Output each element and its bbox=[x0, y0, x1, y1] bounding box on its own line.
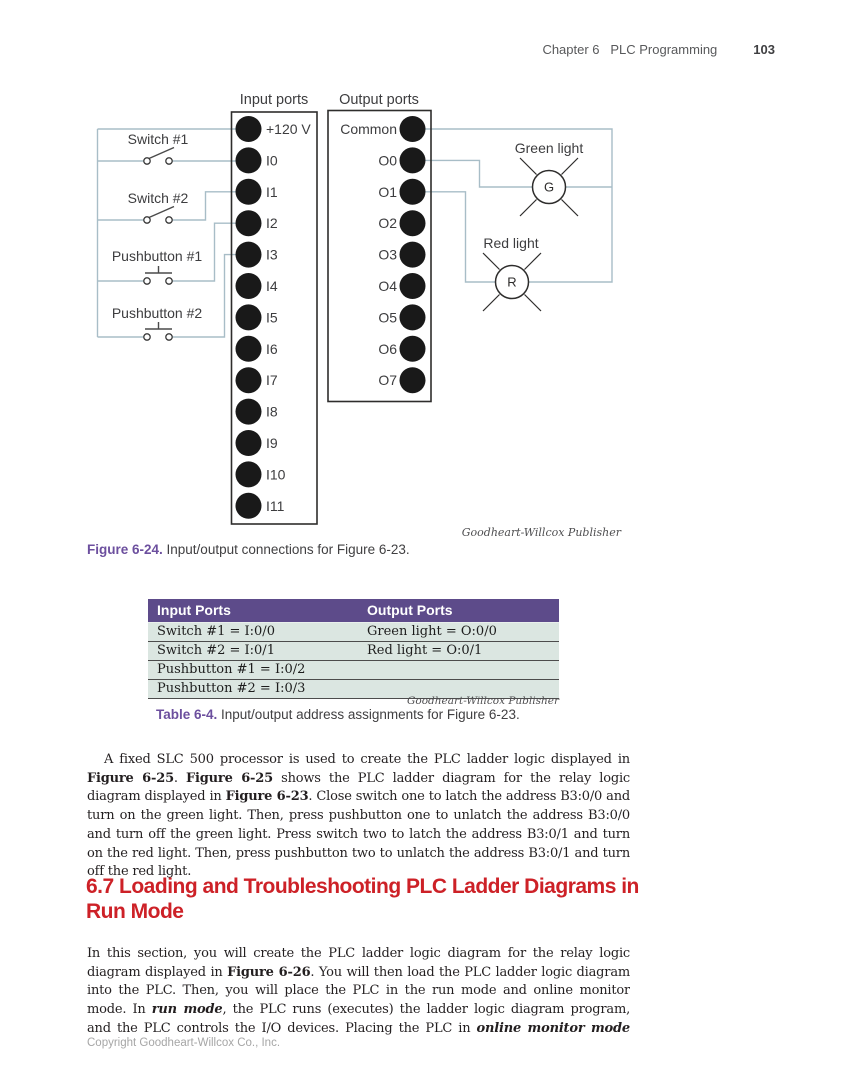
switch-2-label: Switch #2 bbox=[127, 190, 189, 206]
col-header-input-ports: Input Ports bbox=[148, 599, 358, 623]
table-caption bbox=[156, 707, 520, 722]
input-pin-label: +120 V bbox=[266, 121, 311, 137]
table-cell: Pushbutton #2 = I:0/3 bbox=[148, 680, 358, 699]
table-caption-text: Input/output address assignments for Figure 6-23. bbox=[217, 707, 520, 722]
figure-caption bbox=[87, 542, 410, 557]
table-caption-label: Table 6-4. bbox=[156, 707, 218, 722]
output-pin-label: O0 bbox=[378, 152, 397, 169]
input-ports-title: Input ports bbox=[239, 92, 309, 108]
body-paragraph-2: In this section, you will create the PLC ladder logic diagram for the relay logic diagram displayed in Figure 6-26. You will then load the PLC ladder logic diagram into the PLC. Then, you will place the PLC in the run mode and online monitor mode. In run mode, the PLC runs (executes) the ladder logic diagram program, and the PLC controls the I/O devices. Placing the PLC in online monitor mode bbox=[87, 946, 630, 1036]
output-terminals bbox=[340, 116, 425, 393]
red-light-symbol bbox=[483, 235, 541, 311]
input-pin-label: I9 bbox=[266, 435, 278, 451]
section-heading-6-7: 6.7 Loading and Troubleshooting PLC Ladder Diagrams in Run Mode bbox=[86, 875, 639, 923]
green-light-letter: G bbox=[543, 179, 555, 195]
output-pin-label: O3 bbox=[378, 246, 397, 263]
pushbutton-2-label: Pushbutton #2 bbox=[111, 305, 203, 321]
table-row bbox=[148, 642, 559, 661]
green-light-symbol bbox=[515, 140, 584, 216]
input-terminals bbox=[236, 116, 312, 519]
red-light-letter: R bbox=[507, 274, 517, 290]
red-light-label: Red light bbox=[483, 235, 539, 251]
output-pin-label: O4 bbox=[378, 278, 397, 294]
pushbutton-1-symbol bbox=[112, 248, 203, 284]
pushbutton-1-label: Pushbutton #1 bbox=[111, 248, 203, 264]
output-pin-label: O6 bbox=[378, 340, 397, 357]
table-header-row bbox=[148, 599, 559, 623]
input-pin-label: I5 bbox=[266, 309, 278, 326]
switch-2-symbol bbox=[128, 190, 189, 223]
output-pin-label: O5 bbox=[378, 309, 397, 326]
input-pin-label: I10 bbox=[266, 466, 286, 483]
copyright-footer: Copyright Goodheart-Willcox Co., Inc. bbox=[87, 1037, 281, 1049]
output-ports-title: Output ports bbox=[339, 92, 419, 108]
body-paragraph-1: A fixed SLC 500 processor is used to create the PLC ladder logic displayed in Figure 6-25. Figure 6-25 shows the PLC ladder diagram for the relay logic diagram displayed in Figure 6-23. Close switch one to latch the address B3:0/0 and turn on the green light. Then, press pushbutton one to unlatch the address B3:0/0 and turn off the green light. Press switch two to latch the address B3:0/1 and turn on the red light. Then, press pushbutton two to unlatch the address B3:0/1 and turn off the red light. bbox=[87, 752, 630, 880]
pushbutton-2-symbol bbox=[112, 305, 203, 340]
figure-caption-text: Input/output connections for Figure 6-23. bbox=[162, 542, 410, 557]
table-credit: Goodheart-Willcox Publisher bbox=[407, 695, 559, 707]
input-pin-label: I1 bbox=[266, 183, 278, 200]
output-pin-label: O2 bbox=[378, 215, 397, 232]
table-cell: Switch #2 = I:0/1 bbox=[148, 642, 358, 661]
table-cell: Red light = O:0/1 bbox=[358, 642, 559, 661]
table-cell: Switch #1 = I:0/0 bbox=[148, 623, 358, 642]
table-row bbox=[148, 661, 559, 680]
table-cell: Pushbutton #1 = I:0/2 bbox=[148, 661, 358, 680]
input-pin-label: I0 bbox=[266, 152, 278, 169]
input-pin-label: I4 bbox=[266, 278, 278, 294]
io-address-table bbox=[148, 599, 559, 699]
chapter-title: Chapter 6 PLC Programming bbox=[542, 42, 718, 57]
figure-caption-label: Figure 6-24. bbox=[87, 542, 163, 557]
input-pin-label: I11 bbox=[266, 497, 285, 514]
input-pin-label: I8 bbox=[266, 403, 278, 420]
switch-1-label: Switch #1 bbox=[127, 131, 189, 147]
table-cell bbox=[358, 661, 559, 680]
input-pin-label: I3 bbox=[266, 246, 278, 263]
table-cell: Green light = O:0/0 bbox=[358, 623, 559, 642]
figure-credit: Goodheart-Willcox Publisher bbox=[461, 526, 621, 539]
input-pin-label: I6 bbox=[266, 340, 278, 357]
green-light-label: Green light bbox=[514, 140, 584, 156]
output-pin-label: O7 bbox=[378, 372, 397, 389]
table-row bbox=[148, 623, 559, 642]
col-header-output-ports: Output Ports bbox=[358, 599, 559, 623]
switch-1-symbol bbox=[128, 131, 189, 164]
output-pin-label: Common bbox=[340, 121, 397, 137]
output-pin-label: O1 bbox=[378, 183, 397, 200]
page-number: 103 bbox=[753, 42, 775, 57]
input-pin-label: I7 bbox=[266, 372, 278, 389]
input-pin-label: I2 bbox=[266, 215, 278, 232]
